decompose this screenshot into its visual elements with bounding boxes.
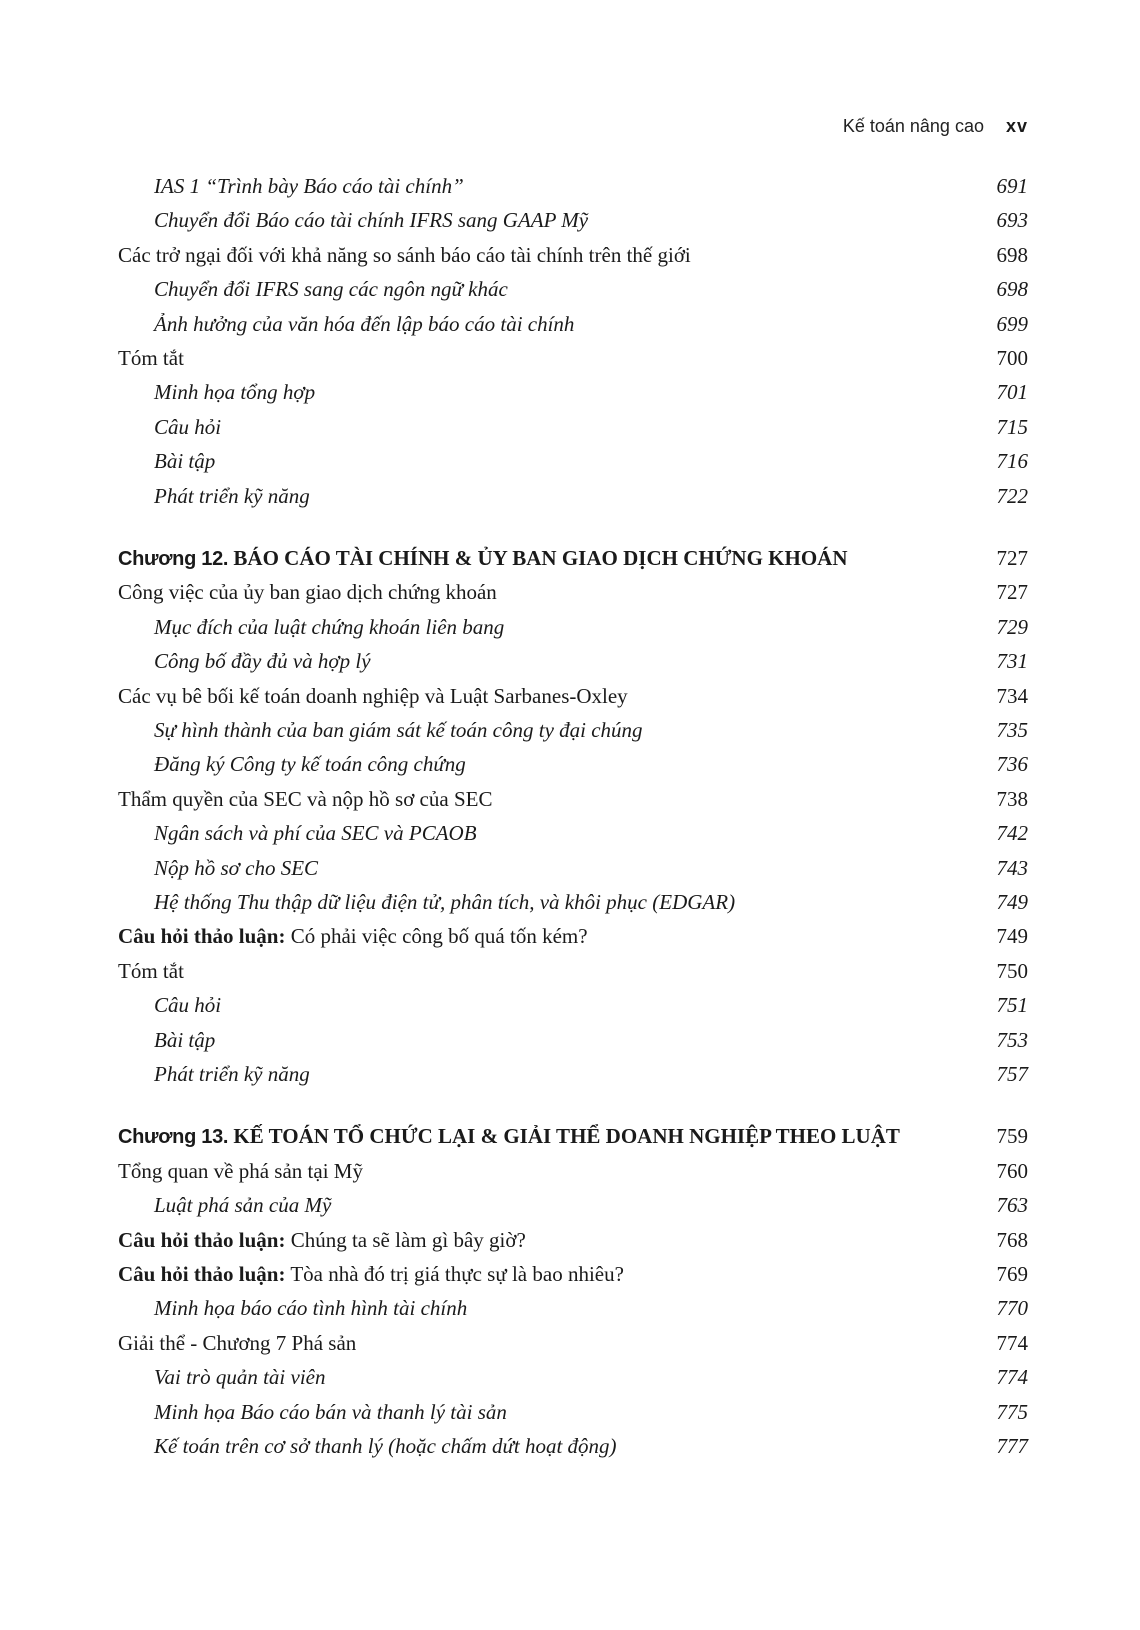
toc-entry-title: Minh họa Báo cáo bán và thanh lý tài sản: [154, 1399, 507, 1424]
toc-entry-title: Luật phá sản của Mỹ: [154, 1193, 332, 1218]
toc-page-number: 760: [996, 1158, 1028, 1183]
toc-entry: [118, 957, 1028, 985]
toc-entry-title: Hệ thống Thu thập dữ liệu điện tử, phân tích, và khôi phục (EDGAR): [154, 890, 736, 914]
toc-page-number: 757: [996, 1062, 1028, 1086]
toc-page-number: 698: [996, 242, 1028, 267]
toc-entry: [118, 785, 1028, 813]
discussion-label: Câu hỏi thảo luận:: [118, 924, 286, 949]
toc-entry-title: Giải thể - Chương 7 Phá sản: [118, 1330, 357, 1355]
toc-entry: [118, 682, 1028, 710]
toc-entry: [118, 344, 1028, 372]
toc-page-number: 716: [996, 449, 1028, 474]
toc-page-number: 769: [996, 1262, 1028, 1286]
toc-entry: [118, 578, 1028, 606]
toc-subentry: [154, 310, 1028, 338]
toc-subentry: [154, 1060, 1028, 1088]
toc-page-number: 768: [996, 1227, 1028, 1252]
toc-entry-title: Minh họa tổng hợp: [154, 380, 316, 405]
discussion-text: Tòa nhà đó trị giá thực sự là bao nhiêu?: [290, 1262, 624, 1286]
toc-page-number: 738: [996, 786, 1028, 811]
toc-page-number: 775: [996, 1399, 1028, 1424]
toc-subentry: [154, 1191, 1028, 1219]
toc-entry-title: Câu hỏi: [154, 993, 222, 1018]
toc-page-number: 729: [996, 614, 1028, 639]
toc-page-number: 759: [996, 1124, 1028, 1149]
toc-page-number: 753: [996, 1027, 1028, 1052]
toc-page-number: 777: [996, 1434, 1028, 1458]
discussion-text: Chúng ta sẽ làm gì bây giờ?: [290, 1227, 526, 1252]
toc-entry-title: Các vụ bê bối kế toán doanh nghiệp và Luật Sarbanes-Oxley: [118, 683, 628, 708]
toc-entry-title: Công bố đầy đủ và hợp lý: [154, 649, 371, 674]
toc-entry: [118, 1157, 1028, 1185]
toc-page-number: 699: [996, 311, 1028, 336]
toc-page-number: 735: [996, 718, 1028, 742]
toc-entry-title: Tổng quan về phá sản tại Mỹ: [118, 1158, 363, 1183]
discussion-label: Câu hỏi thảo luận:: [118, 1227, 286, 1252]
toc-page-number: 722: [996, 483, 1028, 508]
toc-entry-title: [118, 544, 848, 573]
toc-subentry: [154, 378, 1028, 406]
toc-subentry: [154, 1398, 1028, 1426]
toc-entry-title: Bài tập: [154, 449, 216, 474]
toc-subentry: [154, 647, 1028, 675]
toc-entry-title: Tóm tắt: [118, 958, 184, 983]
toc-entry-title: Ngân sách và phí của SEC và PCAOB: [154, 821, 477, 846]
toc-page-number: 774: [996, 1330, 1028, 1355]
toc-subentry: [154, 172, 1028, 200]
toc-entry-title: Ảnh hưởng của văn hóa đến lập báo cáo tài chính: [154, 311, 575, 336]
toc-subentry: [154, 447, 1028, 475]
toc-subentry: [154, 854, 1028, 882]
toc-page-number: 727: [996, 546, 1028, 570]
toc-entry: [118, 1226, 1028, 1254]
toc-chapter-heading: [118, 1122, 1028, 1151]
toc-subentry: [154, 1026, 1028, 1054]
toc-page-number: 749: [996, 890, 1028, 914]
toc-entry-title: [118, 922, 588, 950]
toc-entry-title: Minh họa báo cáo tình hình tài chính: [154, 1296, 468, 1321]
chapter-title: BÁO CÁO TÀI CHÍNH & ỦY BAN GIAO DỊCH CHỨNG KHOÁN: [233, 546, 848, 570]
toc-page-number: 763: [996, 1193, 1028, 1218]
toc-entry-title: Mục đích của luật chứng khoán liên bang: [154, 614, 505, 639]
page-number: xv: [1005, 116, 1028, 136]
toc-entry-title: Công việc của ủy ban giao dịch chứng khoán: [118, 580, 497, 605]
toc-entry: [118, 1329, 1028, 1357]
toc-page-number: 700: [996, 346, 1028, 370]
toc-subentry: [154, 750, 1028, 778]
toc-entry-title: Vai trò quản tài viên: [154, 1365, 326, 1390]
toc-entry-title: Thẩm quyền của SEC và nộp hồ sơ của SEC: [118, 786, 493, 811]
toc-entry-title: Bài tập: [154, 1027, 216, 1052]
toc-chapter-heading: [118, 544, 1028, 573]
toc-page-number: 734: [996, 683, 1028, 708]
toc-entry-title: Các trở ngại đối với khả năng so sánh báo cáo tài chính trên thế giới: [118, 242, 691, 267]
discussion-label: Câu hỏi thảo luận:: [118, 1262, 286, 1286]
toc-entry-title: Phát triển kỹ năng: [154, 1062, 310, 1086]
toc-page-number: 693: [996, 208, 1028, 233]
toc-page-number: 727: [996, 580, 1028, 605]
toc-entry-title: Nộp hồ sơ cho SEC: [154, 855, 319, 880]
toc-entry-title: [118, 1122, 900, 1151]
toc-page-number: 751: [996, 993, 1028, 1018]
toc-entry-title: Sự hình thành của ban giám sát kế toán công ty đại chúng: [154, 718, 643, 742]
chapter-label: Chương 12.: [118, 548, 229, 570]
toc-entry-title: IAS 1 “Trình bày Báo cáo tài chính”: [154, 174, 464, 198]
toc-entry-title: Câu hỏi: [154, 414, 222, 439]
toc-page-number: 749: [996, 924, 1028, 949]
toc-subentry: [154, 819, 1028, 847]
toc-subentry: [154, 413, 1028, 441]
toc-subentry: [154, 206, 1028, 234]
toc-page-number: 691: [996, 174, 1028, 198]
toc-page-number: 770: [996, 1296, 1028, 1321]
toc-entry-title: Chuyển đổi IFRS sang các ngôn ngữ khác: [154, 277, 508, 302]
toc-subentry: [154, 613, 1028, 641]
toc-subentry: [154, 1363, 1028, 1391]
toc-page-number: 750: [996, 958, 1028, 983]
toc-entry-title: Kế toán trên cơ sở thanh lý (hoặc chấm dứt hoạt động): [154, 1434, 617, 1458]
toc-entry-title: Tóm tắt: [118, 346, 184, 370]
toc-entry-title: Đăng ký Công ty kế toán công chứng: [154, 752, 466, 777]
toc-entry-title: [118, 1226, 526, 1254]
toc-subentry: [154, 1294, 1028, 1322]
toc-entry-title: Phát triển kỹ năng: [154, 483, 310, 508]
toc-page-number: 731: [996, 649, 1028, 674]
chapter-label: Chương 13.: [118, 1126, 229, 1149]
toc-subentry: [154, 716, 1028, 744]
toc-page-number: 715: [996, 414, 1028, 439]
toc-entry-title: Chuyển đổi Báo cáo tài chính IFRS sang GAAP Mỹ: [154, 208, 589, 233]
toc-page-number: 742: [996, 821, 1028, 846]
toc-entry-title: [118, 1260, 624, 1288]
toc-page-number: 701: [996, 380, 1028, 405]
toc-entry: [118, 922, 1028, 950]
toc-page-number: 774: [996, 1365, 1028, 1390]
toc-subentry: [154, 482, 1028, 510]
book-title: Kế toán nâng cao: [842, 116, 984, 136]
discussion-text: Có phải việc công bố quá tốn kém?: [290, 924, 588, 949]
toc-subentry: [154, 275, 1028, 303]
toc-page-number: 743: [996, 855, 1028, 880]
toc-entry: [118, 1260, 1028, 1288]
chapter-title: KẾ TOÁN TỔ CHỨC LẠI & GIẢI THỂ DOANH NGHIỆP THEO LUẬT: [233, 1124, 900, 1149]
toc-page-number: 736: [996, 752, 1028, 777]
toc-subentry: [154, 888, 1028, 916]
toc-subentry: [154, 1432, 1028, 1460]
toc-page-number: 698: [996, 277, 1028, 302]
toc-entry: [118, 241, 1028, 269]
toc-subentry: [154, 991, 1028, 1019]
